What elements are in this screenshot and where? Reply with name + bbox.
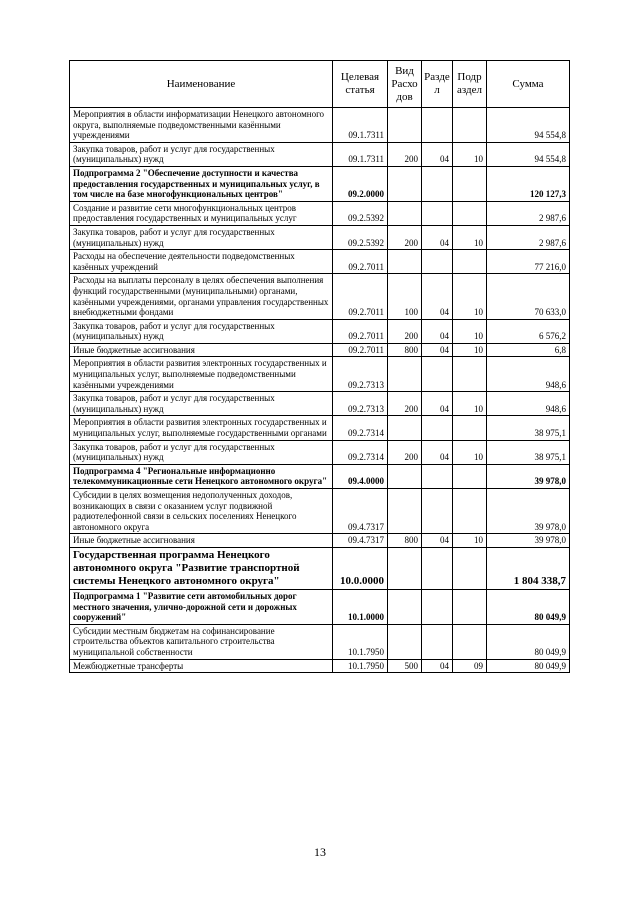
row-section bbox=[422, 464, 453, 488]
row-vid: 200 bbox=[388, 440, 422, 464]
row-section: 04 bbox=[422, 392, 453, 416]
row-sum: 38 975,1 bbox=[487, 416, 570, 440]
row-section bbox=[422, 547, 453, 589]
row-sum: 80 049,9 bbox=[487, 589, 570, 624]
row-code: 09.2.7313 bbox=[333, 357, 388, 392]
row-sum: 948,6 bbox=[487, 357, 570, 392]
row-vid: 200 bbox=[388, 319, 422, 343]
row-section: 04 bbox=[422, 225, 453, 249]
row-sum: 80 049,9 bbox=[487, 624, 570, 659]
row-vid bbox=[388, 108, 422, 143]
row-sum: 39 978,0 bbox=[487, 534, 570, 548]
table-row bbox=[70, 547, 570, 589]
row-sum: 6,8 bbox=[487, 343, 570, 357]
row-sum: 39 978,0 bbox=[487, 464, 570, 488]
row-subsection bbox=[453, 547, 487, 589]
row-name: Закупка товаров, работ и услуг для государственных (муниципальных) нужд bbox=[70, 392, 333, 416]
table-header-row bbox=[70, 61, 570, 108]
row-code: 10.1.0000 bbox=[333, 589, 388, 624]
row-subsection: 10 bbox=[453, 142, 487, 166]
row-subsection bbox=[453, 589, 487, 624]
table-row bbox=[70, 416, 570, 440]
table-row bbox=[70, 440, 570, 464]
row-code: 10.1.7950 bbox=[333, 624, 388, 659]
row-section bbox=[422, 108, 453, 143]
row-sum: 120 127,3 bbox=[487, 166, 570, 201]
row-section: 04 bbox=[422, 274, 453, 319]
table-body bbox=[70, 108, 570, 673]
row-name: Иные бюджетные ассигнования bbox=[70, 343, 333, 357]
row-vid: 100 bbox=[388, 274, 422, 319]
row-name: Подпрограмма 2 "Обеспечение доступности и качества предоставления государственных и муниципальных услуг, в том числе на базе многофункциональных центров" bbox=[70, 166, 333, 201]
row-subsection bbox=[453, 201, 487, 225]
row-code: 09.1.7311 bbox=[333, 142, 388, 166]
row-code: 09.2.7313 bbox=[333, 392, 388, 416]
header-sum: Сумма bbox=[487, 61, 570, 108]
row-vid bbox=[388, 547, 422, 589]
row-section: 04 bbox=[422, 440, 453, 464]
table-row bbox=[70, 343, 570, 357]
row-sum: 94 554,8 bbox=[487, 142, 570, 166]
row-subsection bbox=[453, 166, 487, 201]
row-section bbox=[422, 589, 453, 624]
page-number: 13 bbox=[314, 845, 326, 859]
row-name: Расходы на обеспечение деятельности подведомственных казённых учреждений bbox=[70, 250, 333, 274]
row-code: 09.2.7011 bbox=[333, 343, 388, 357]
row-vid bbox=[388, 589, 422, 624]
row-sum: 39 978,0 bbox=[487, 489, 570, 534]
row-subsection bbox=[453, 250, 487, 274]
row-subsection: 10 bbox=[453, 225, 487, 249]
row-code: 09.4.7317 bbox=[333, 489, 388, 534]
row-name: Закупка товаров, работ и услуг для государственных (муниципальных) нужд bbox=[70, 142, 333, 166]
row-vid: 800 bbox=[388, 343, 422, 357]
row-subsection: 10 bbox=[453, 440, 487, 464]
row-section bbox=[422, 166, 453, 201]
row-code: 09.2.5392 bbox=[333, 201, 388, 225]
row-code: 09.2.7314 bbox=[333, 416, 388, 440]
row-subsection bbox=[453, 464, 487, 488]
row-subsection bbox=[453, 416, 487, 440]
table-row bbox=[70, 108, 570, 143]
row-vid bbox=[388, 416, 422, 440]
row-code: 09.1.7311 bbox=[333, 108, 388, 143]
table-row bbox=[70, 659, 570, 673]
header-section: Разде л bbox=[422, 61, 453, 108]
row-name: Мероприятия в области информатизации Ненецкого автономного округа, выполняемые подведомственными казёнными учреждениями bbox=[70, 108, 333, 143]
row-vid: 200 bbox=[388, 225, 422, 249]
header-vid: Вид Расхо дов bbox=[388, 61, 422, 108]
row-sum: 6 576,2 bbox=[487, 319, 570, 343]
table-row bbox=[70, 319, 570, 343]
row-name: Подпрограмма 1 "Развитие сети автомобильных дорог местного значения, улично-дорожной сети и дорожных сооружений" bbox=[70, 589, 333, 624]
header-code: Целевая статья bbox=[333, 61, 388, 108]
row-code: 09.2.5392 bbox=[333, 225, 388, 249]
row-section bbox=[422, 201, 453, 225]
table-row bbox=[70, 589, 570, 624]
table-row bbox=[70, 392, 570, 416]
header-subsection: Подр аздел bbox=[453, 61, 487, 108]
row-vid bbox=[388, 357, 422, 392]
table-row bbox=[70, 274, 570, 319]
row-name: Межбюджетные трансферты bbox=[70, 659, 333, 673]
row-subsection bbox=[453, 624, 487, 659]
row-name: Иные бюджетные ассигнования bbox=[70, 534, 333, 548]
row-name: Расходы на выплаты персоналу в целях обеспечения выполнения функций государственными (муниципальными) органами, казёнными учреждениями, органами управления государственных внебюджетными фондами bbox=[70, 274, 333, 319]
row-sum: 948,6 bbox=[487, 392, 570, 416]
row-subsection bbox=[453, 108, 487, 143]
row-sum: 80 049,9 bbox=[487, 659, 570, 673]
row-vid bbox=[388, 624, 422, 659]
row-name: Закупка товаров, работ и услуг для государственных (муниципальных) нужд bbox=[70, 440, 333, 464]
row-vid: 500 bbox=[388, 659, 422, 673]
row-vid bbox=[388, 201, 422, 225]
row-section bbox=[422, 489, 453, 534]
row-subsection: 10 bbox=[453, 274, 487, 319]
row-vid bbox=[388, 250, 422, 274]
row-name: Субсидии в целях возмещения недополученных доходов, возникающих в связи с оказанием услуг подвижной радиотелефонной связи в сельских поселениях Ненецкого автономного округа bbox=[70, 489, 333, 534]
table-row bbox=[70, 250, 570, 274]
table-row bbox=[70, 357, 570, 392]
row-subsection: 09 bbox=[453, 659, 487, 673]
row-name: Создание и развитие сети многофункциональных центров предоставления государственных и муниципальных услуг bbox=[70, 201, 333, 225]
row-section: 04 bbox=[422, 534, 453, 548]
row-sum: 2 987,6 bbox=[487, 201, 570, 225]
row-subsection: 10 bbox=[453, 392, 487, 416]
table-row bbox=[70, 624, 570, 659]
row-name: Закупка товаров, работ и услуг для государственных (муниципальных) нужд bbox=[70, 225, 333, 249]
row-code: 09.2.0000 bbox=[333, 166, 388, 201]
row-section: 04 bbox=[422, 142, 453, 166]
row-subsection: 10 bbox=[453, 534, 487, 548]
row-vid bbox=[388, 166, 422, 201]
row-name: Государственная программа Ненецкого автономного округа "Развитие транспортной системы Ненецкого автономного округа" bbox=[70, 547, 333, 589]
row-code: 09.2.7011 bbox=[333, 250, 388, 274]
row-section bbox=[422, 416, 453, 440]
table-row bbox=[70, 464, 570, 488]
row-code: 09.4.7317 bbox=[333, 534, 388, 548]
table-row bbox=[70, 166, 570, 201]
row-name: Мероприятия в области развития электронных государственных и муниципальных услуг, выполняемые государственными органами bbox=[70, 416, 333, 440]
row-code: 09.4.0000 bbox=[333, 464, 388, 488]
row-code: 09.2.7011 bbox=[333, 319, 388, 343]
row-sum: 94 554,8 bbox=[487, 108, 570, 143]
table-row bbox=[70, 489, 570, 534]
row-name: Закупка товаров, работ и услуг для государственных (муниципальных) нужд bbox=[70, 319, 333, 343]
budget-table bbox=[69, 60, 570, 673]
row-sum: 70 633,0 bbox=[487, 274, 570, 319]
row-section: 04 bbox=[422, 319, 453, 343]
table-row bbox=[70, 142, 570, 166]
table-row bbox=[70, 225, 570, 249]
row-sum: 38 975,1 bbox=[487, 440, 570, 464]
row-vid bbox=[388, 489, 422, 534]
row-vid: 200 bbox=[388, 392, 422, 416]
table-row bbox=[70, 201, 570, 225]
row-sum: 77 216,0 bbox=[487, 250, 570, 274]
row-vid: 800 bbox=[388, 534, 422, 548]
row-subsection: 10 bbox=[453, 343, 487, 357]
row-name: Мероприятия в области развития электронных государственных и муниципальных услуг, выполняемые подведомственными казёнными учреждениями bbox=[70, 357, 333, 392]
row-section: 04 bbox=[422, 659, 453, 673]
row-code: 10.1.7950 bbox=[333, 659, 388, 673]
row-code: 09.2.7314 bbox=[333, 440, 388, 464]
row-section bbox=[422, 624, 453, 659]
row-subsection bbox=[453, 489, 487, 534]
row-name: Субсидии местным бюджетам на софинансирование строительства объектов капитального строительства муниципальной собственности bbox=[70, 624, 333, 659]
row-subsection: 10 bbox=[453, 319, 487, 343]
table-row bbox=[70, 534, 570, 548]
row-section: 04 bbox=[422, 343, 453, 357]
row-name: Подпрограмма 4 "Региональные информационно телекоммуникационные сети Ненецкого автономного округа" bbox=[70, 464, 333, 488]
row-code: 10.0.0000 bbox=[333, 547, 388, 589]
row-section bbox=[422, 357, 453, 392]
row-section bbox=[422, 250, 453, 274]
row-sum: 2 987,6 bbox=[487, 225, 570, 249]
row-subsection bbox=[453, 357, 487, 392]
row-sum: 1 804 338,7 bbox=[487, 547, 570, 589]
header-name: Наименование bbox=[70, 61, 333, 108]
row-code: 09.2.7011 bbox=[333, 274, 388, 319]
row-vid: 200 bbox=[388, 142, 422, 166]
row-vid bbox=[388, 464, 422, 488]
